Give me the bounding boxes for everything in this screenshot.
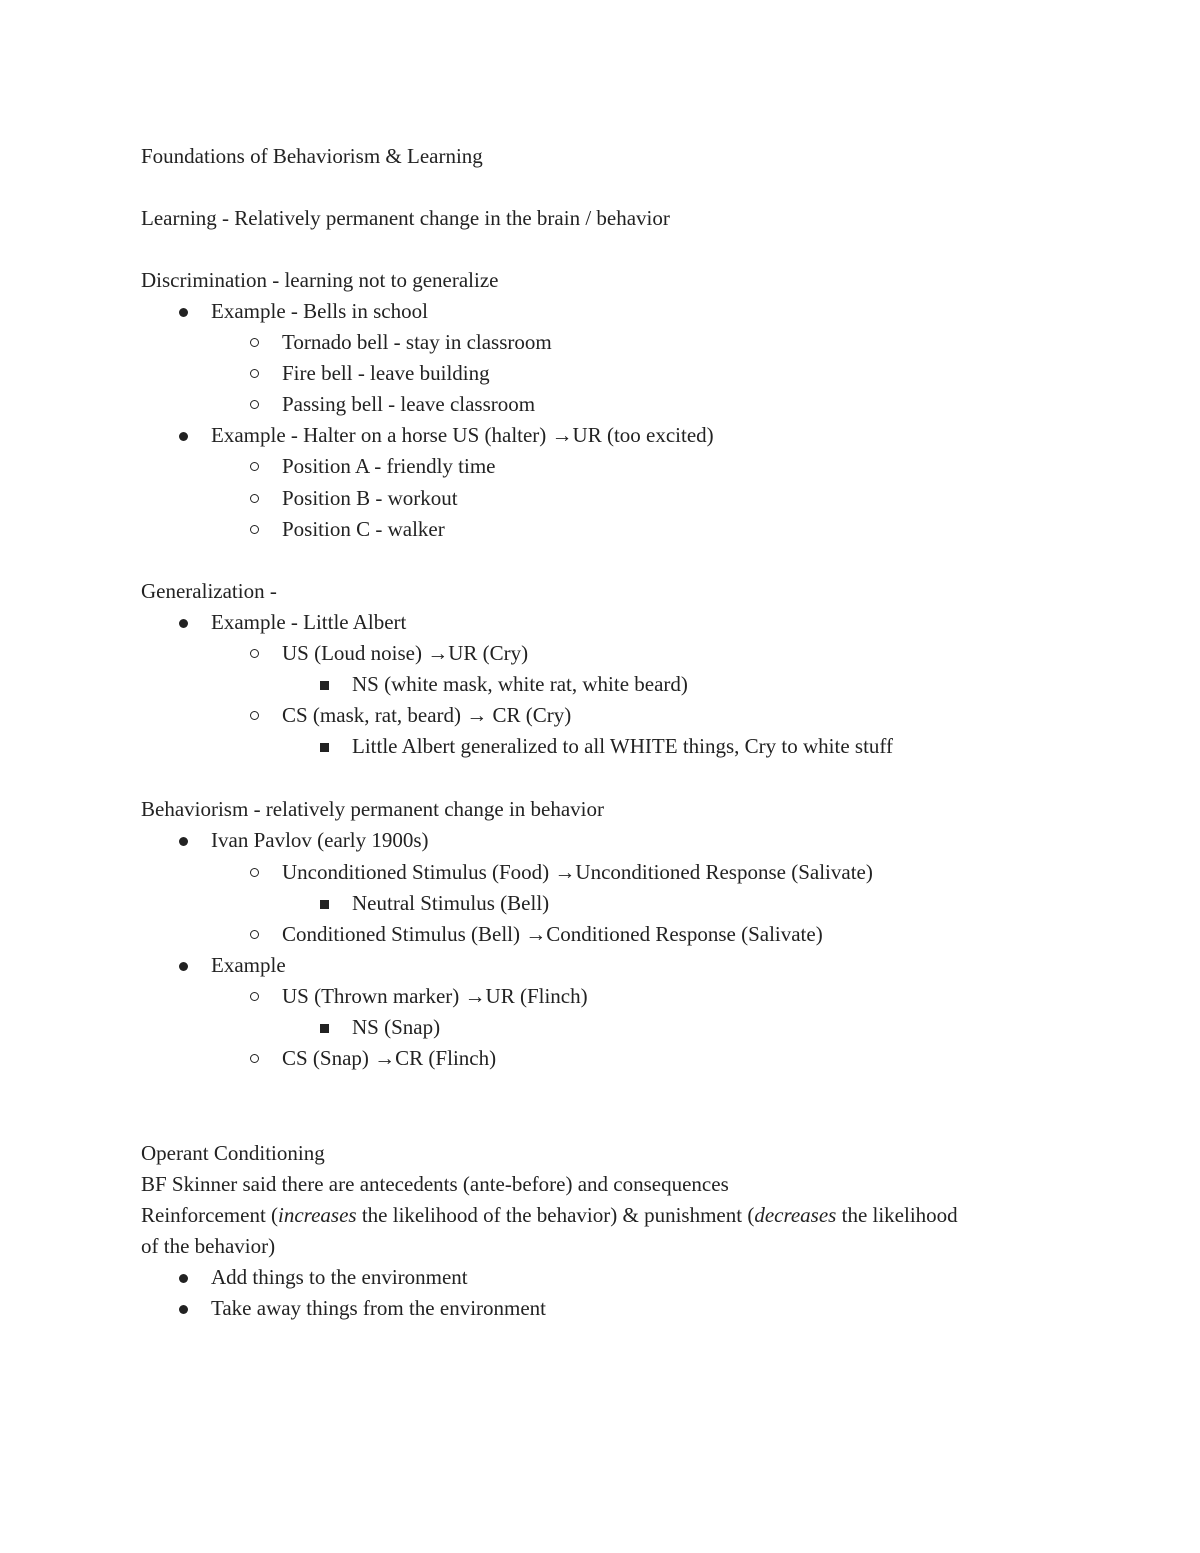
bullet-circle-icon: [250, 711, 259, 720]
bullet-circle-icon: [250, 338, 259, 347]
list-item: US (Loud noise) →UR (Cry): [282, 641, 529, 665]
bullet-circle-icon: [250, 369, 259, 378]
reinforcement-text-2: the likelihood of the behavior) & punishment (: [356, 1203, 755, 1227]
bullet-disc-icon: [179, 432, 188, 441]
bullet-disc-icon: [179, 308, 188, 317]
bullet-circle-icon: [250, 992, 259, 1001]
list-item: Little Albert generalized to all WHITE things, Cry to white stuff: [352, 734, 894, 758]
skinner-line: BF Skinner said there are antecedents (ante-before) and consequences: [141, 1172, 729, 1196]
reinforcement-text-3: the likelihood: [836, 1203, 958, 1227]
discrimination-example-1: Example - Bells in school: [211, 299, 428, 323]
list-item: NS (white mask, white rat, white beard): [352, 672, 688, 696]
list-item: Ivan Pavlov (early 1900s): [211, 828, 429, 852]
list-item: Add things to the environment: [211, 1265, 468, 1289]
list-item: CS (Snap) →CR (Flinch): [282, 1046, 497, 1070]
bullet-circle-icon: [250, 1054, 259, 1063]
bullet-square-icon: [320, 681, 329, 690]
list-item: Unconditioned Stimulus (Food) →Unconditioned Response (Salivate): [282, 860, 873, 884]
reinforcement-line-2: of the behavior): [141, 1234, 276, 1258]
bullet-disc-icon: [179, 962, 188, 971]
bullet-disc-icon: [179, 1274, 188, 1283]
bullet-circle-icon: [250, 930, 259, 939]
list-item: Position C - walker: [282, 517, 445, 541]
bullet-circle-icon: [250, 868, 259, 877]
list-item: US (Thrown marker) →UR (Flinch): [282, 984, 588, 1008]
list-item: Take away things from the environment: [211, 1296, 547, 1320]
bullet-circle-icon: [250, 400, 259, 409]
bullet-circle-icon: [250, 525, 259, 534]
decreases-emphasis: decreases: [754, 1203, 837, 1227]
list-item: Neutral Stimulus (Bell): [352, 891, 550, 915]
list-item: Tornado bell - stay in classroom: [282, 330, 552, 354]
bullet-disc-icon: [179, 837, 188, 846]
list-item: Fire bell - leave building: [282, 361, 490, 385]
discrimination-example-2: Example - Halter on a horse US (halter) →UR (too excited): [211, 423, 714, 447]
document-title: Foundations of Behaviorism & Learning: [141, 144, 483, 168]
list-item: Position A - friendly time: [282, 454, 496, 478]
list-item: Position B - workout: [282, 486, 458, 510]
reinforcement-text-1: Reinforcement (: [141, 1203, 279, 1227]
increases-emphasis: increases: [278, 1203, 357, 1227]
list-item: NS (Snap): [352, 1015, 441, 1039]
bullet-square-icon: [320, 1024, 329, 1033]
generalization-heading: Generalization -: [141, 579, 277, 603]
bullet-circle-icon: [250, 462, 259, 471]
generalization-example: Example - Little Albert: [211, 610, 407, 634]
behaviorism-heading: Behaviorism - relatively permanent change in behavior: [141, 797, 604, 821]
bullet-disc-icon: [179, 1305, 188, 1314]
bullet-square-icon: [320, 900, 329, 909]
list-item: Conditioned Stimulus (Bell) →Conditioned Response (Salivate): [282, 922, 823, 946]
bullet-circle-icon: [250, 649, 259, 658]
bullet-square-icon: [320, 743, 329, 752]
bullet-circle-icon: [250, 494, 259, 503]
operant-heading: Operant Conditioning: [141, 1141, 325, 1165]
bullet-disc-icon: [179, 619, 188, 628]
list-item: Example: [211, 953, 286, 977]
reinforcement-line: [141, 1200, 958, 1231]
list-item: Passing bell - leave classroom: [282, 392, 536, 416]
learning-definition: Learning - Relatively permanent change in the brain / behavior: [141, 206, 670, 230]
discrimination-heading: Discrimination - learning not to generalize: [141, 268, 499, 292]
list-item: CS (mask, rat, beard) → CR (Cry): [282, 703, 572, 727]
